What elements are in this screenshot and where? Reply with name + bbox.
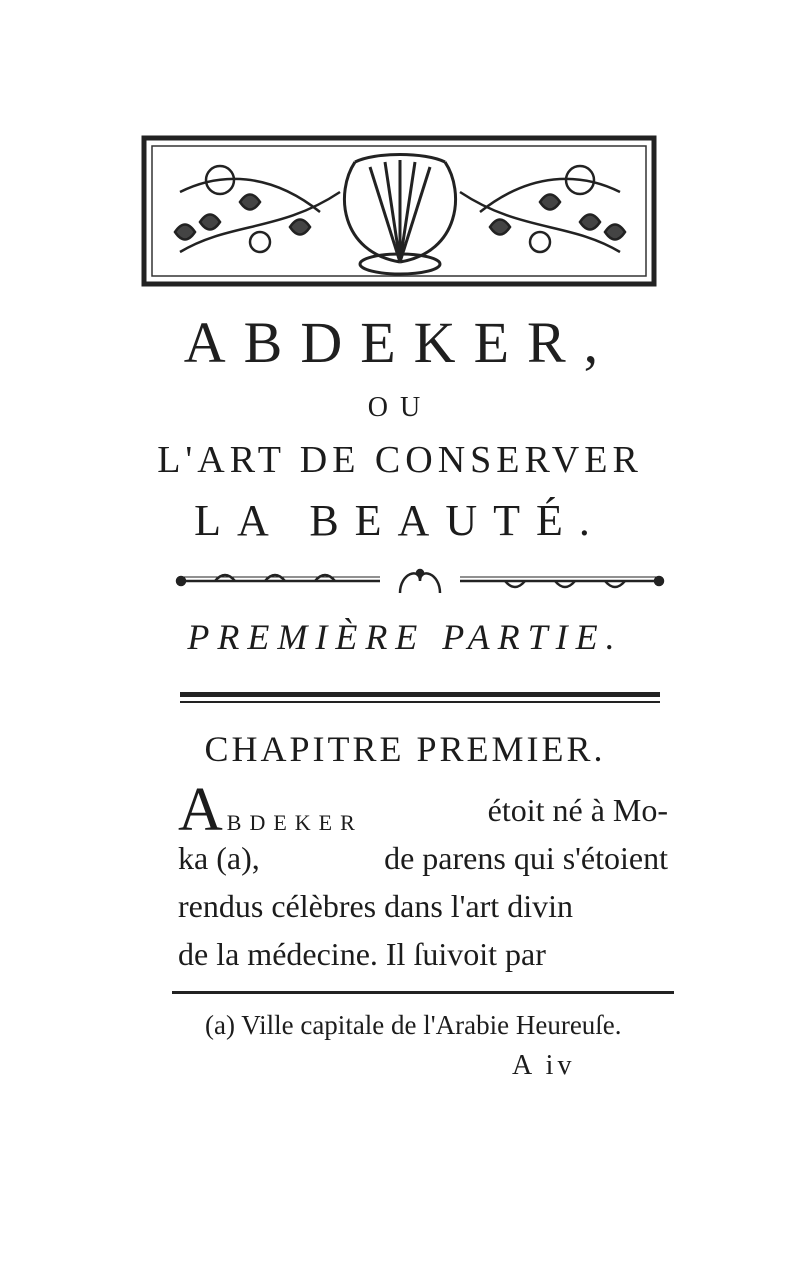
double-rule bbox=[180, 690, 660, 706]
body-line-4 bbox=[178, 930, 668, 978]
body-text bbox=[178, 776, 668, 978]
small-caps-name: BDEKER bbox=[226, 810, 363, 835]
part-heading: PREMIÈRE PARTIE. bbox=[187, 617, 623, 657]
footnote: (a) Ville capitale de l'Arabie Heureuſe. bbox=[205, 1010, 622, 1040]
flourish-divider bbox=[175, 563, 665, 599]
chapter-heading: CHAPITRE PREMIER. bbox=[204, 729, 606, 769]
book-title: ABDEKER, bbox=[183, 310, 617, 375]
opening-words bbox=[178, 776, 363, 844]
body-line-1-rest: étoit né à Mo- bbox=[487, 792, 668, 828]
footnote-rule bbox=[172, 990, 674, 996]
title-conjunction: OU bbox=[367, 392, 433, 423]
body-line-2-start: ka (a), bbox=[178, 840, 260, 876]
page-signature: A iv bbox=[512, 1050, 576, 1081]
body-line-2 bbox=[178, 834, 668, 882]
subtitle-line-2: LA BEAUTÉ. bbox=[194, 496, 606, 545]
body-line-3 bbox=[178, 882, 668, 930]
drop-cap: A bbox=[178, 776, 223, 844]
body-line-2-end: de parens qui s'étoient bbox=[384, 840, 668, 876]
headpiece-ornament bbox=[140, 132, 660, 292]
body-line-4-text: de la médecine. Il ſuivoit par bbox=[178, 936, 546, 972]
body-line-3-text: rendus célèbres dans l'art divin bbox=[178, 888, 573, 924]
body-line-1 bbox=[178, 776, 668, 844]
subtitle-line-1: L'ART DE CONSERVER bbox=[157, 439, 643, 481]
